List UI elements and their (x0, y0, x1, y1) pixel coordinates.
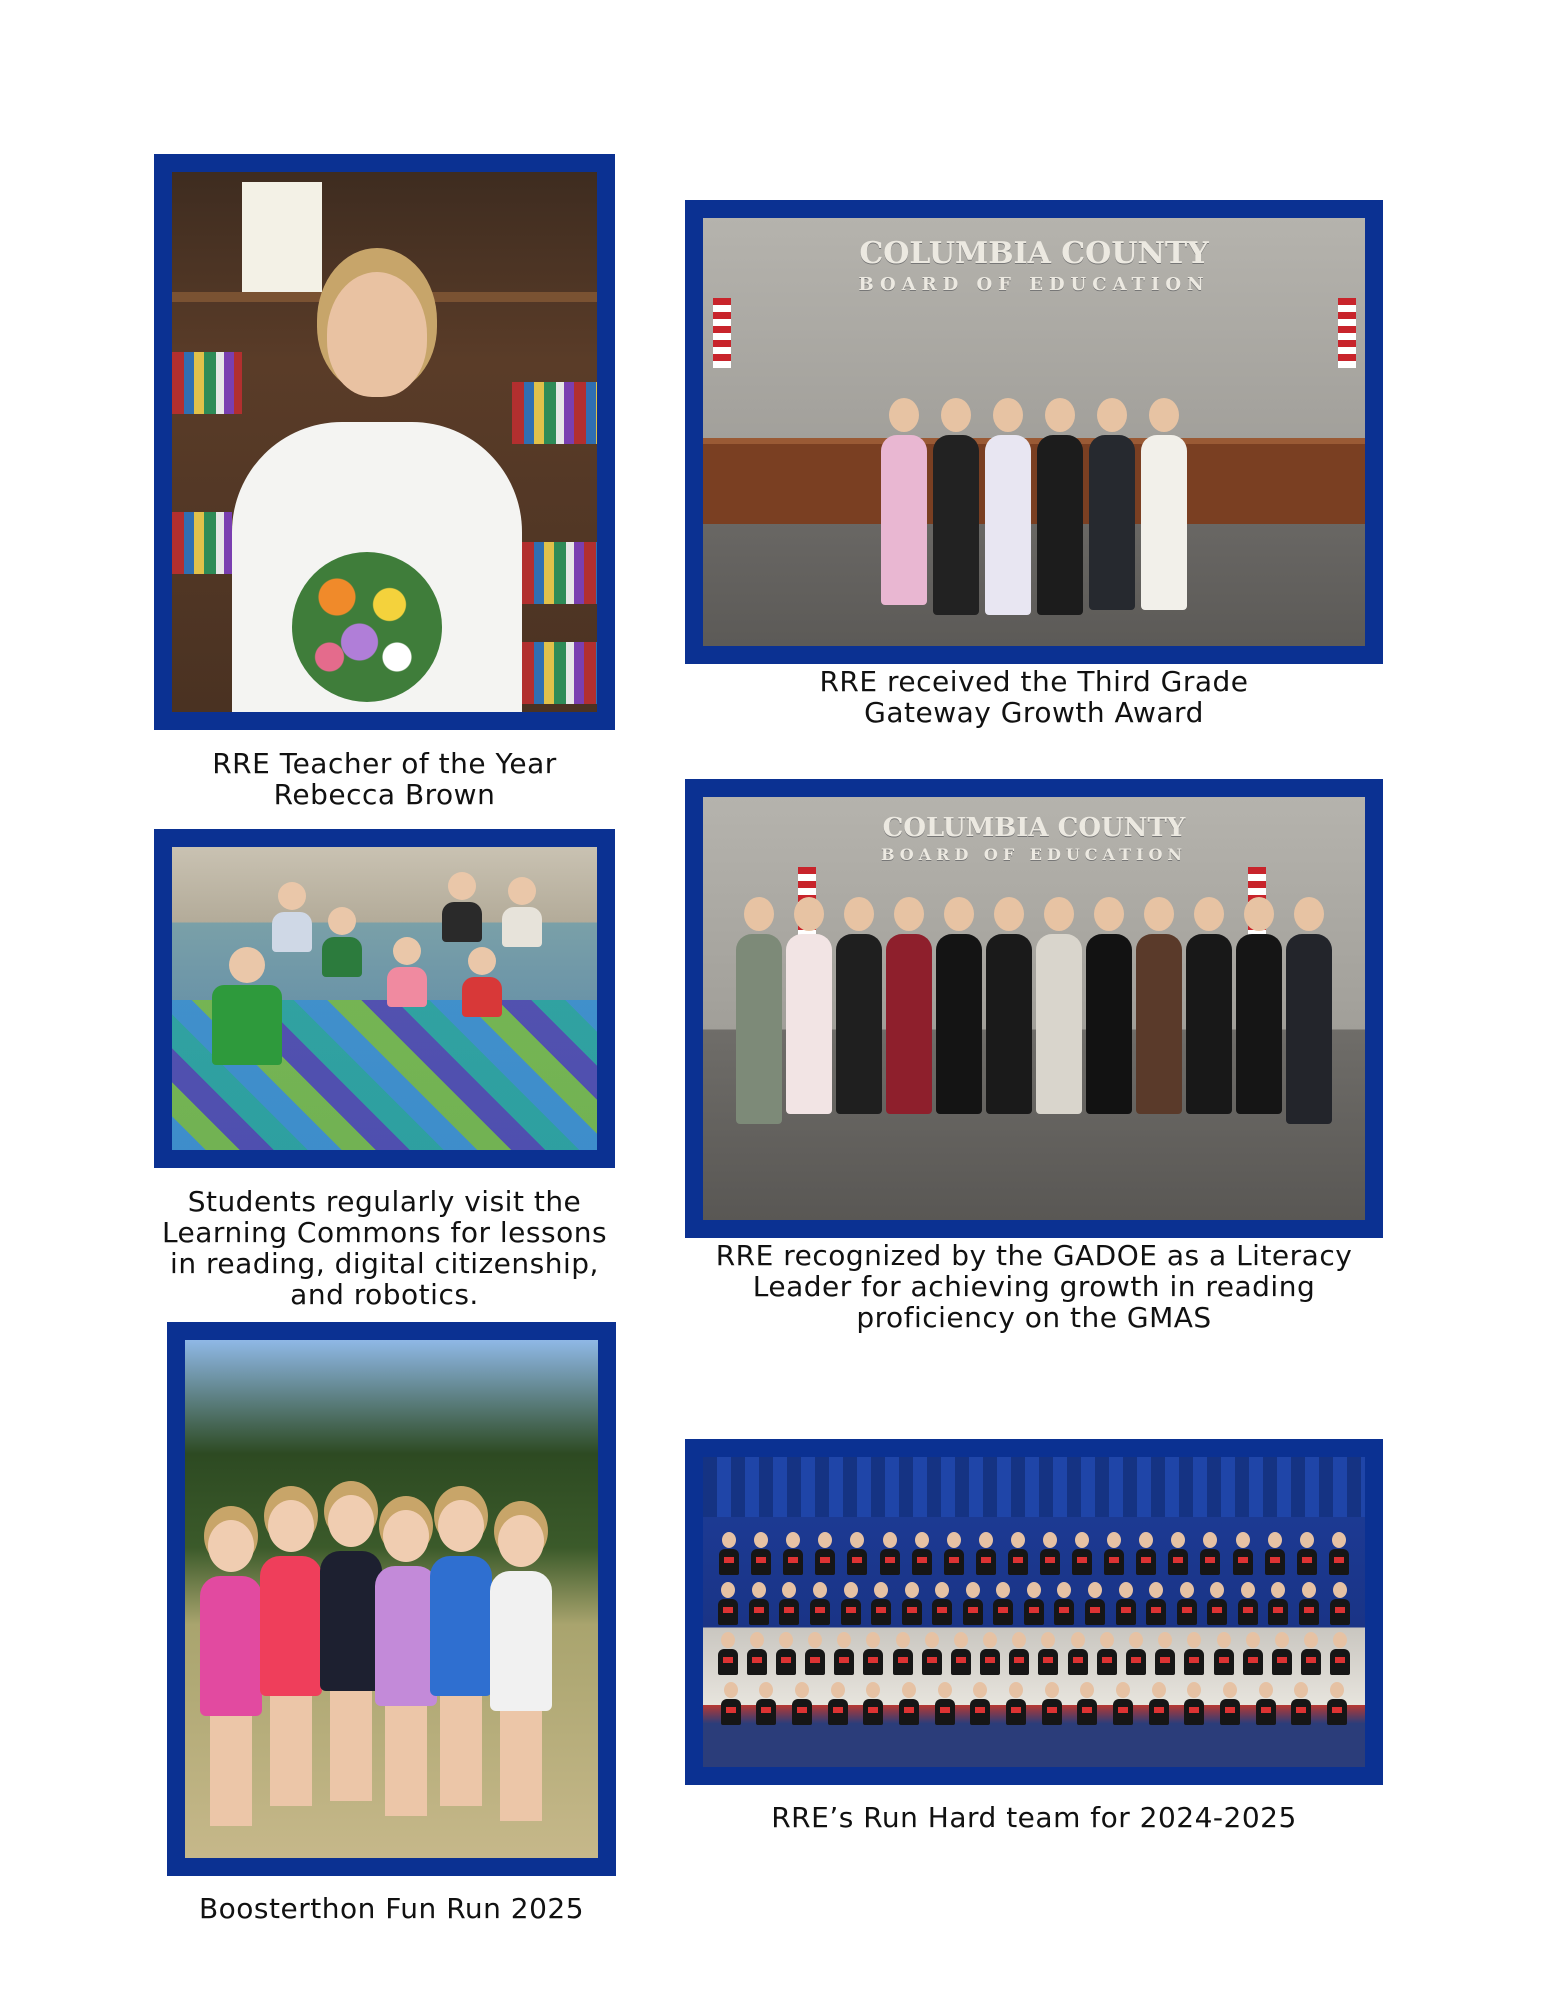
person (786, 897, 832, 1124)
person (881, 398, 927, 615)
photo-frame-learning-commons (154, 829, 615, 1168)
person (986, 897, 1032, 1124)
caption-line: RRE Teacher of the Year (212, 747, 557, 780)
student (322, 907, 362, 977)
caption-run-hard (685, 1802, 1383, 1833)
photo-learning-commons (172, 847, 597, 1150)
team-row (713, 1582, 1355, 1625)
student (490, 1515, 552, 1821)
state-flag (1338, 298, 1356, 368)
photo-fun-run (185, 1340, 598, 1858)
caption-line: proficiency on the GMAS (856, 1301, 1212, 1334)
teacher-head (327, 272, 427, 397)
team-row (713, 1532, 1355, 1575)
person (1236, 897, 1282, 1124)
caption-learning-commons (154, 1186, 615, 1310)
photo-gateway-award (703, 218, 1365, 646)
student (462, 947, 502, 1017)
person (736, 897, 782, 1124)
board-sign-line-2: BOARD OF EDUCATION (880, 845, 1188, 864)
board-sign-line-2: BOARD OF EDUCATION (858, 274, 1210, 295)
caption-gateway-award (685, 666, 1383, 728)
caption-line: RRE recognized by the GADOE as a Literacy (715, 1239, 1353, 1272)
caption-line: and robotics. (290, 1278, 479, 1311)
photo-frame-run-hard (685, 1439, 1383, 1785)
person (1036, 897, 1082, 1124)
student (272, 882, 312, 952)
books (522, 542, 597, 604)
books (172, 512, 232, 574)
caption-line: Students regularly visit the (187, 1185, 582, 1218)
person (836, 897, 882, 1124)
person (1141, 398, 1187, 615)
caption-line: RRE received the Third Grade (819, 665, 1249, 698)
caption-line: RRE’s Run Hard team for 2024-2025 (771, 1801, 1297, 1834)
team-row (713, 1632, 1355, 1675)
stage-curtain (703, 1457, 1365, 1517)
caption-line: Leader for achieving growth in reading (752, 1270, 1316, 1303)
person (1086, 897, 1132, 1124)
caption-line: Learning Commons for lessons (161, 1216, 608, 1249)
student (502, 877, 542, 947)
person (933, 398, 979, 615)
board-sign-line-1: COLUMBIA COUNTY (882, 813, 1186, 843)
student (442, 872, 482, 942)
caption-line: in reading, digital citizenship, (170, 1247, 599, 1280)
student (200, 1520, 262, 1826)
literacy-group (703, 897, 1365, 1124)
person (1037, 398, 1083, 615)
student (430, 1500, 492, 1806)
photo-literacy-leader (703, 797, 1365, 1220)
person (1186, 897, 1232, 1124)
award-group (703, 398, 1365, 615)
person (1089, 398, 1135, 615)
photo-frame-gateway-award (685, 200, 1383, 664)
person (936, 897, 982, 1124)
person (886, 897, 932, 1124)
teacher-reading (212, 947, 282, 1067)
caption-line: Rebecca Brown (273, 778, 496, 811)
flower-bouquet (292, 552, 442, 702)
person (1136, 897, 1182, 1124)
student (320, 1495, 382, 1801)
caption-fun-run (154, 1893, 629, 1924)
photo-frame-fun-run (167, 1322, 616, 1876)
caption-literacy-leader (685, 1240, 1383, 1333)
team-row (713, 1682, 1355, 1725)
photo-frame-literacy-leader (685, 779, 1383, 1238)
us-flag (713, 298, 731, 368)
photo-teacher-of-year (172, 172, 597, 712)
caption-teacher-of-year (154, 748, 615, 810)
person (1286, 897, 1332, 1124)
student (375, 1510, 437, 1816)
books (522, 642, 597, 704)
student (260, 1500, 322, 1806)
photo-frame-teacher-of-year (154, 154, 615, 730)
person (985, 398, 1031, 615)
caption-line: Boosterthon Fun Run 2025 (198, 1892, 585, 1925)
student (387, 937, 427, 1007)
books (512, 382, 597, 444)
caption-line: Gateway Growth Award (864, 696, 1204, 729)
photo-run-hard (703, 1457, 1365, 1767)
board-sign-line-1: COLUMBIA COUNTY (859, 236, 1209, 271)
